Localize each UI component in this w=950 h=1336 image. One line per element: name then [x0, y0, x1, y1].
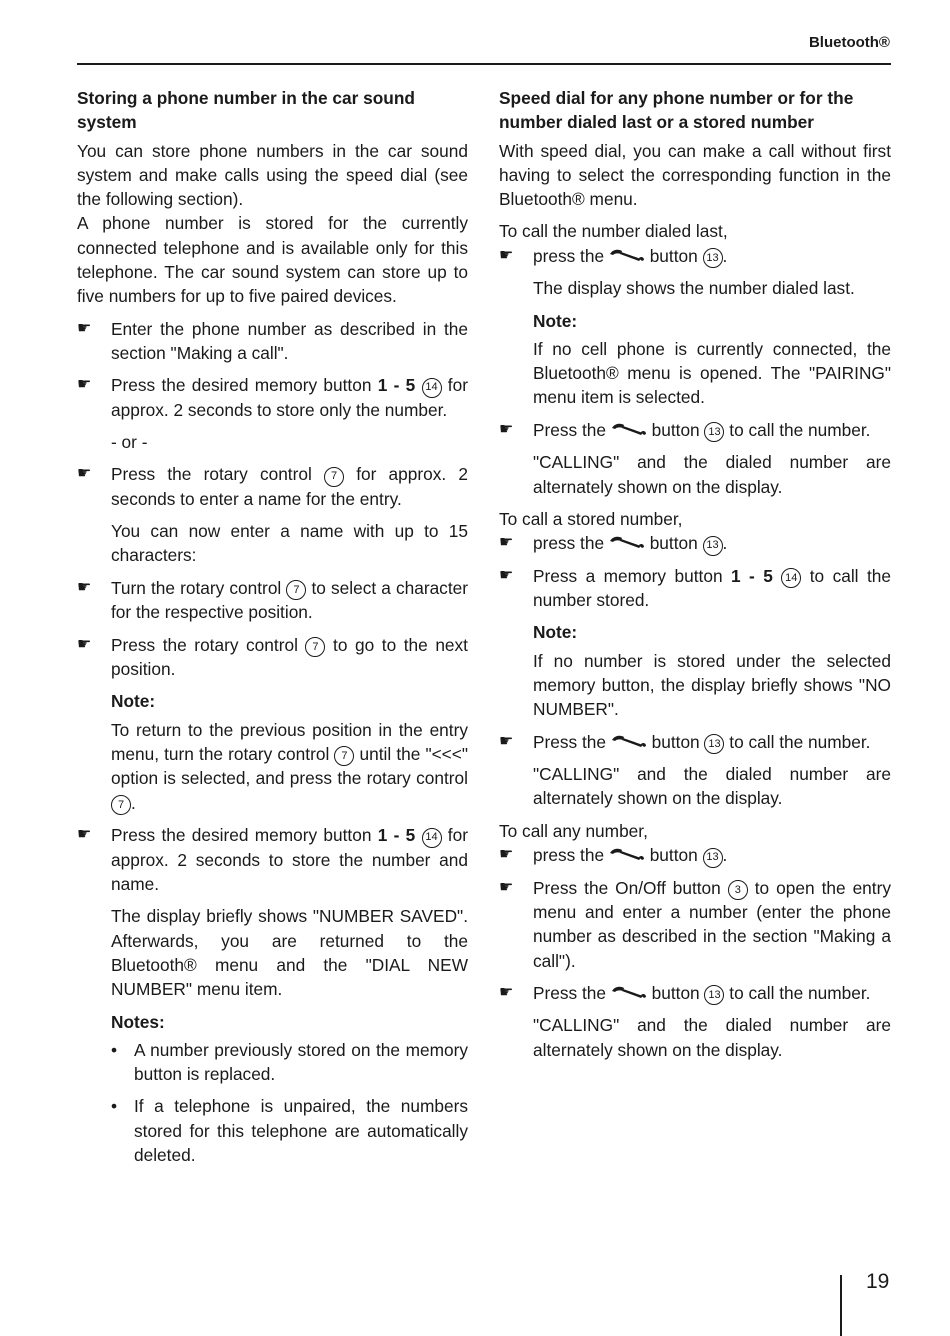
step-text: to call the number stored. [533, 565, 891, 611]
pointing-hand-icon: ☛ [499, 246, 514, 264]
control-number-badge: 14 [422, 828, 442, 848]
step-text: to call the number. [724, 419, 871, 440]
pointing-hand-icon: ☛ [499, 732, 514, 750]
step-text: Press the rotary control [111, 464, 324, 485]
control-number-badge: 13 [703, 248, 723, 268]
step-text: to call the number. [724, 731, 871, 752]
instruction-step [77, 462, 468, 511]
pointing-hand-icon: ☛ [77, 826, 92, 844]
step-text: . [722, 845, 728, 866]
step-text: button [644, 845, 703, 866]
step-result: The display shows the number dialed last. [533, 278, 855, 299]
header-rule [77, 63, 891, 65]
step-result: The display briefly shows "NUMBER SAVED". Afterwards, you are returned to the Bluetooth® menu and the "DIAL NEW NUMBER" menu item. [111, 906, 468, 1000]
note-title: Note: [533, 622, 578, 643]
note-title: Note: [533, 310, 578, 331]
step-result: "CALLING" and the dialed number are alternately shown on the display. [533, 1015, 891, 1060]
pointing-hand-icon: ☛ [77, 376, 92, 394]
subsection-label: To call any number, [499, 820, 648, 841]
instruction-step [499, 981, 891, 1006]
pointing-hand-icon: ☛ [499, 983, 514, 1001]
paragraph: With speed dial, you can make a call without first having to select the corresponding function in the Bluetooth® menu. [499, 140, 891, 210]
instruction-step [499, 531, 891, 556]
instruction-step [499, 843, 891, 868]
control-number-badge: 13 [703, 848, 723, 868]
control-number-badge: 14 [781, 568, 801, 588]
step-text: to open the entry menu and enter a number (enter the phone number as described in the section "Making a call"). [533, 877, 891, 971]
paragraph: You can store phone numbers in the car sound system and make calls using the speed dial (see the following section). [77, 140, 468, 210]
note-text: If no number is stored under the selected memory button, the display briefly shows "NO NUMBER". [533, 650, 891, 720]
step-text: button [644, 533, 703, 554]
control-number-badge: 7 [334, 746, 354, 766]
pointing-hand-icon: ☛ [499, 566, 514, 584]
phone-handset-icon [609, 535, 645, 549]
control-number-badge: 13 [704, 734, 724, 754]
step-text: Press the On/Off button [533, 877, 728, 898]
step-result: You can now enter a name with up to 15 characters: [111, 521, 468, 566]
step-text: for approx. 2 seconds to enter a name for the entry. [111, 464, 468, 509]
phone-handset-icon [611, 734, 647, 748]
pointing-hand-icon: ☛ [499, 878, 514, 896]
section-heading-speed-dial: Speed dial for any phone number or for the number dialed last or a stored number [499, 88, 854, 133]
bullet-icon: • [111, 1039, 118, 1060]
step-text: to go to the next position. [111, 634, 468, 680]
memory-button-range: 1 - 5 [377, 375, 416, 396]
step-text: Press a memory button [533, 565, 731, 586]
instruction-step [77, 373, 468, 422]
step-text: press the [533, 533, 609, 554]
control-number-badge: 3 [728, 880, 748, 900]
step-text: Press the desired memory button [111, 375, 378, 396]
step-text: Turn the rotary control [111, 577, 287, 598]
step-text: . [722, 533, 728, 554]
step-text: button [646, 982, 705, 1003]
header-title: Bluetooth® [808, 34, 890, 51]
note-title: Note: [111, 691, 156, 712]
pointing-hand-icon: ☛ [499, 534, 514, 552]
section-heading-storing: Storing a phone number in the car sound system [77, 88, 415, 133]
control-number-badge: 7 [324, 467, 344, 487]
left-column [77, 86, 468, 1175]
step-text: button [644, 245, 703, 266]
step-text: Press the [533, 419, 611, 440]
instruction-step [499, 876, 891, 973]
instruction-step [499, 418, 891, 443]
list-item-text: A number previously stored on the memory button is replaced. [134, 1039, 468, 1085]
right-column [499, 86, 891, 1070]
list-item [77, 1038, 468, 1087]
instruction-step [499, 244, 891, 269]
phone-handset-icon [611, 422, 647, 436]
step-result: "CALLING" and the dialed number are alternately shown on the display. [533, 452, 891, 497]
phone-handset-icon [611, 985, 647, 999]
pointing-hand-icon: ☛ [499, 846, 514, 864]
step-text: for approx. 2 seconds to store only the number. [111, 375, 468, 420]
note-text-part: . [131, 792, 136, 813]
page-number-rule [840, 1275, 842, 1336]
control-number-badge: 7 [305, 637, 325, 657]
instruction-step [77, 823, 468, 896]
pointing-hand-icon: ☛ [77, 635, 92, 653]
note-text-part: To return to the previous position in the entry menu, turn the rotary control [111, 719, 468, 764]
instruction-step [77, 576, 468, 625]
step-text: Enter the phone number as described in the section "Making a call". [111, 318, 468, 363]
control-number-badge: 7 [286, 580, 306, 600]
instruction-step [77, 633, 468, 682]
note-text-part: until the "<<<" option is selected, and press the rotary control [111, 743, 468, 789]
step-text: button [646, 419, 705, 440]
step-text: . [722, 245, 728, 266]
step-result: "CALLING" and the dialed number are alternately shown on the display. [533, 764, 891, 809]
subsection-label: To call the number dialed last, [499, 221, 728, 242]
or-separator: - or - [111, 432, 148, 453]
step-text: press the [533, 245, 609, 266]
notes-title: Notes: [111, 1011, 165, 1032]
step-text: press the [533, 845, 609, 866]
page-number: 19 [866, 1270, 890, 1293]
step-text: button [646, 731, 705, 752]
phone-handset-icon [609, 248, 645, 262]
step-text: Press the desired memory button [111, 825, 378, 846]
step-text: Press the [533, 731, 611, 752]
bullet-icon: • [111, 1096, 118, 1117]
memory-button-range: 1 - 5 [377, 825, 416, 846]
step-text: to call the number. [724, 982, 871, 1003]
step-text: to select a character for the respective position. [111, 577, 468, 623]
list-item-text: If a telephone is unpaired, the numbers stored for this telephone are automatically deleted. [134, 1096, 468, 1165]
step-text: Press the [533, 982, 611, 1003]
note-text: If no cell phone is currently connected, the Bluetooth® menu is opened. The "PAIRING" menu item is selected. [533, 338, 891, 408]
control-number-badge: 13 [703, 536, 723, 556]
phone-handset-icon [609, 847, 645, 861]
note-text [77, 718, 468, 816]
pointing-hand-icon: ☛ [499, 420, 514, 438]
control-number-badge: 7 [111, 795, 131, 815]
pointing-hand-icon: ☛ [77, 465, 92, 483]
control-number-badge: 13 [704, 985, 724, 1005]
paragraph: A phone number is stored for the currently connected telephone and is available only for this telephone. The car sound system can store up to five numbers for up to five paired devices. [77, 213, 468, 307]
pointing-hand-icon: ☛ [77, 319, 92, 337]
pointing-hand-icon: ☛ [77, 578, 92, 596]
list-item [77, 1094, 468, 1167]
control-number-badge: 14 [422, 378, 442, 398]
instruction-step [499, 564, 891, 613]
step-text: Press the rotary control [111, 634, 306, 655]
control-number-badge: 13 [704, 422, 724, 442]
instruction-step [77, 317, 468, 366]
instruction-step [499, 730, 891, 755]
memory-button-range: 1 - 5 [731, 565, 773, 586]
step-text: for approx. 2 seconds to store the number and name. [111, 825, 468, 895]
subsection-label: To call a stored number, [499, 508, 683, 529]
